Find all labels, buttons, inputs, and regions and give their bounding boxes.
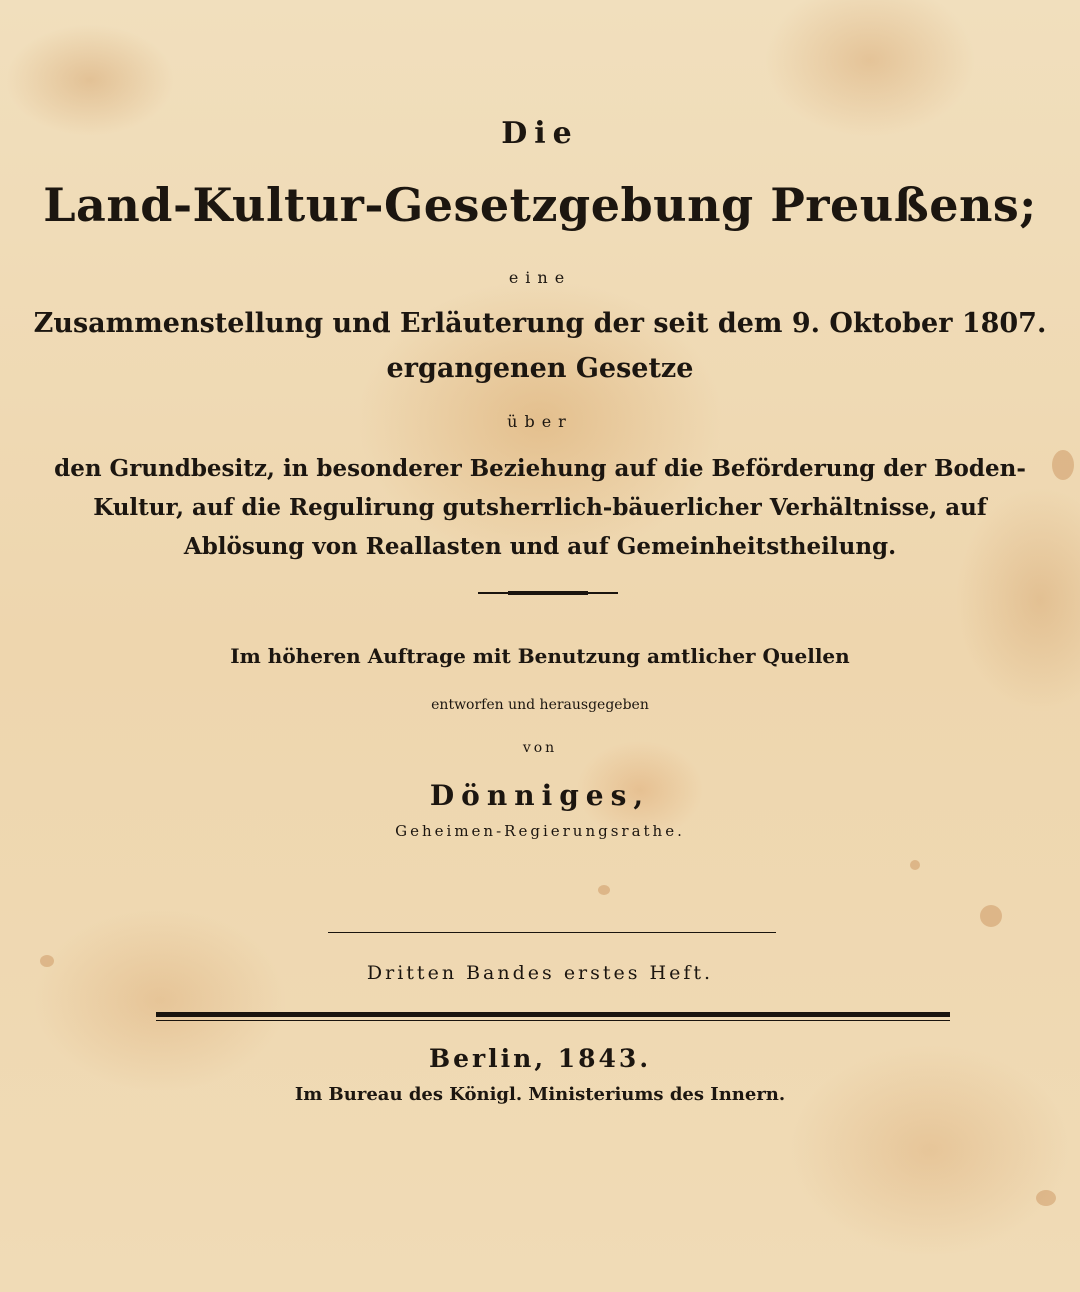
foxing-spot (598, 885, 610, 895)
title-article: Die (501, 116, 579, 151)
foxing-spot (910, 860, 920, 870)
topic-line-2: Kultur, auf die Regulirung gutsherrlich-bäuerlicher Verhältnisse, auf (93, 494, 987, 521)
publisher-line: Im Bureau des Königl. Ministeriums des Innern. (294, 1084, 786, 1105)
drafted-line: entworfen und herausgegeben (431, 697, 649, 713)
connector-ueber: über (507, 412, 573, 431)
thin-rule (328, 932, 776, 933)
commission-line: Im höheren Auftrage mit Benutzung amtlicher Quellen (230, 644, 850, 668)
main-title: Land-Kultur-Gesetzgebung Preußens; (43, 178, 1037, 232)
topic-line-1: den Grundbesitz, in besonderer Beziehung auf die Beförderung der Boden- (54, 455, 1026, 482)
author-name: Dönniges, (429, 779, 651, 812)
connector-von: von (522, 740, 558, 756)
foxing-spot (1036, 1190, 1056, 1206)
author-title: Geheimen-Regierungsrathe. (395, 822, 685, 840)
thick-rule (156, 1012, 950, 1017)
ornamental-rule-center (508, 591, 588, 595)
volume-line: Dritten Bandes erstes Heft. (366, 962, 714, 984)
topic-line-3: Ablösung von Reallasten und auf Gemeinheitstheilung. (183, 533, 897, 560)
subtitle-line-2: ergangenen Gesetze (386, 353, 694, 384)
thick-rule-underline (156, 1020, 950, 1021)
connector-eine: eine (508, 268, 572, 287)
subtitle-line-1: Zusammenstellung und Erläuterung der seit dem 9. Oktober 1807. (33, 308, 1047, 339)
place-year: Berlin, 1843. (428, 1044, 652, 1073)
foxing-spot (980, 905, 1002, 927)
